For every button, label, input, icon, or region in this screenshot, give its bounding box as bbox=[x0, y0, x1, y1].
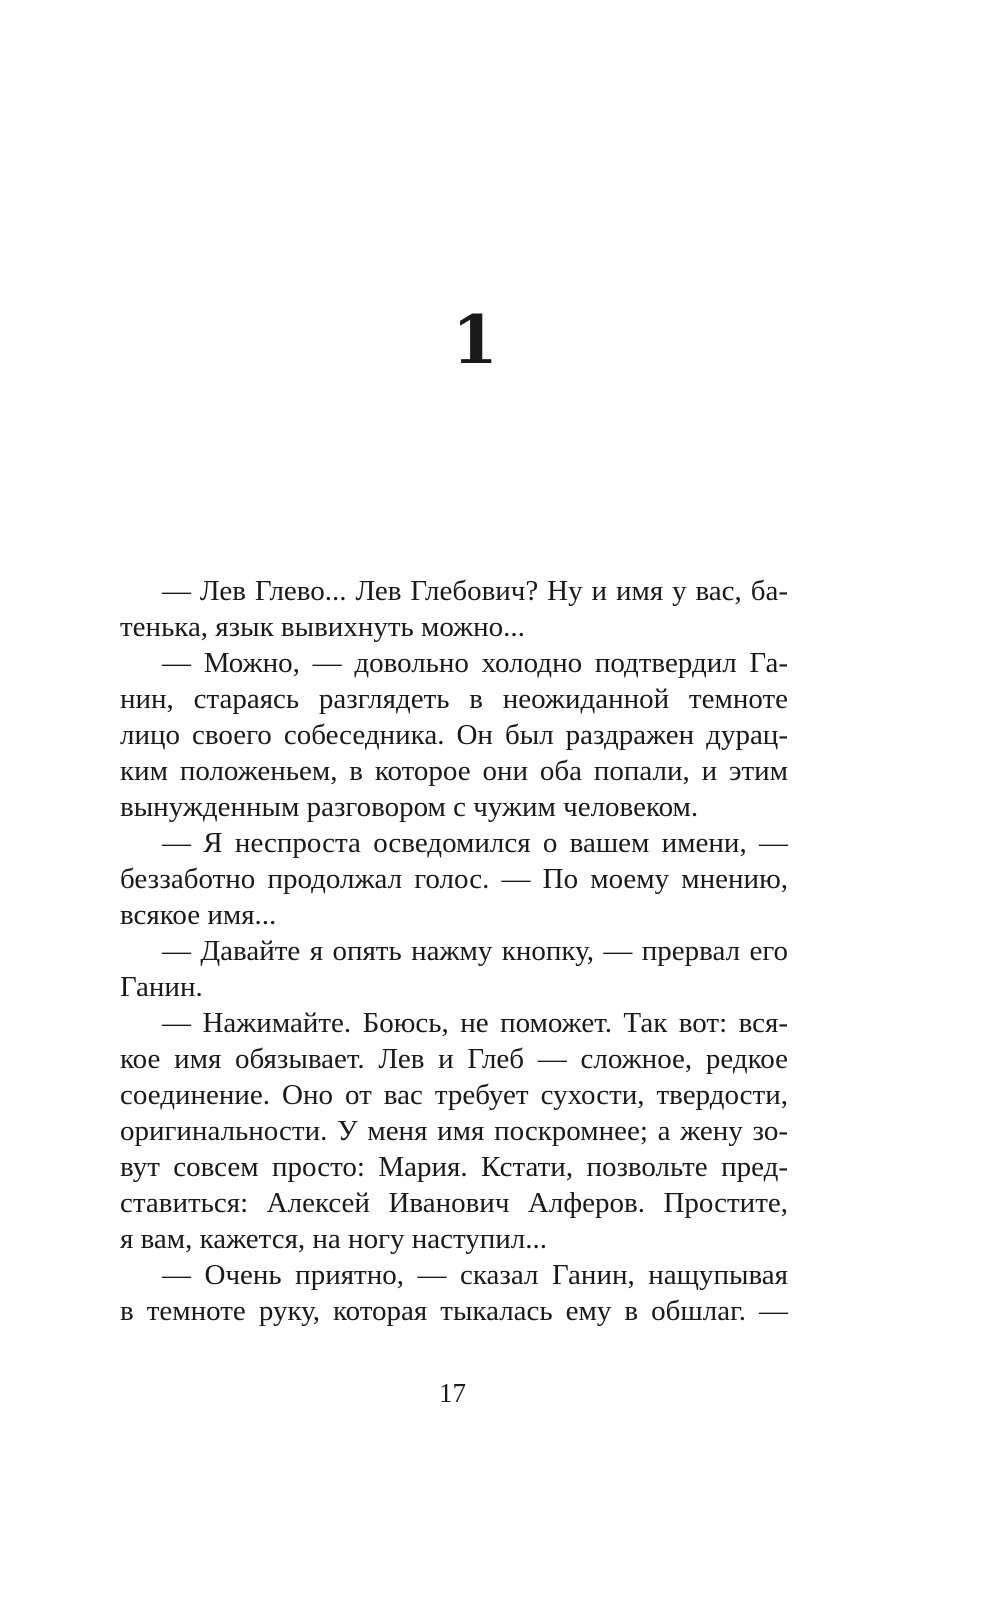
text-line: тенька, язык вывихнуть можно... bbox=[120, 611, 525, 643]
text-line: — Лев Глево... Лев Глебович? Ну и имя у вас, ба- bbox=[162, 575, 788, 607]
text-line: соединение. Оно от вас требует сухости, твердости, bbox=[120, 1079, 788, 1111]
text-line: — Можно, — довольно холодно подтвердил Га- bbox=[162, 647, 788, 679]
text-line: вынужденным разговором с чужим человеком. bbox=[120, 791, 699, 823]
page-number: 17 bbox=[439, 1378, 466, 1408]
text-line: ставиться: Алексей Иванович Алферов. Простите, bbox=[120, 1187, 788, 1219]
text-line: — Очень приятно, — сказал Ганин, нащупывая bbox=[162, 1259, 788, 1291]
text-line: вут совсем просто: Мария. Кстати, позвольте пред- bbox=[120, 1151, 788, 1183]
text-line: — Я неспроста осведомился о вашем имени, — bbox=[162, 827, 788, 859]
text-line: в темноте руку, которая тыкалась ему в обшлаг. — bbox=[120, 1295, 788, 1327]
text-line: я вам, кажется, на ногу наступил... bbox=[120, 1223, 548, 1255]
text-line: Ганин. bbox=[120, 971, 203, 1003]
text-line: оригинальности. У меня имя поскромнее; а жену зо- bbox=[120, 1115, 788, 1147]
text-line: лицо своего собеседника. Он был раздражен дурац- bbox=[120, 719, 788, 751]
chapter-number: 1 bbox=[452, 301, 498, 379]
text-line: — Нажимайте. Боюсь, не поможет. Так вот: вся- bbox=[162, 1007, 788, 1039]
text-line: нин, стараясь разглядеть в неожиданной темноте bbox=[120, 683, 788, 715]
text-line: всякое имя... bbox=[120, 899, 277, 931]
text-line: ким положеньем, в которое они оба попали, и этим bbox=[120, 755, 788, 787]
text-line: кое имя обязывает. Лев и Глеб — сложное, редкое bbox=[120, 1043, 788, 1075]
text-line: — Давайте я опять нажму кнопку, — прервал его bbox=[162, 935, 788, 967]
text-line: беззаботно продолжал голос. — По моему мнению, bbox=[120, 863, 788, 895]
body-text bbox=[120, 573, 788, 1329]
